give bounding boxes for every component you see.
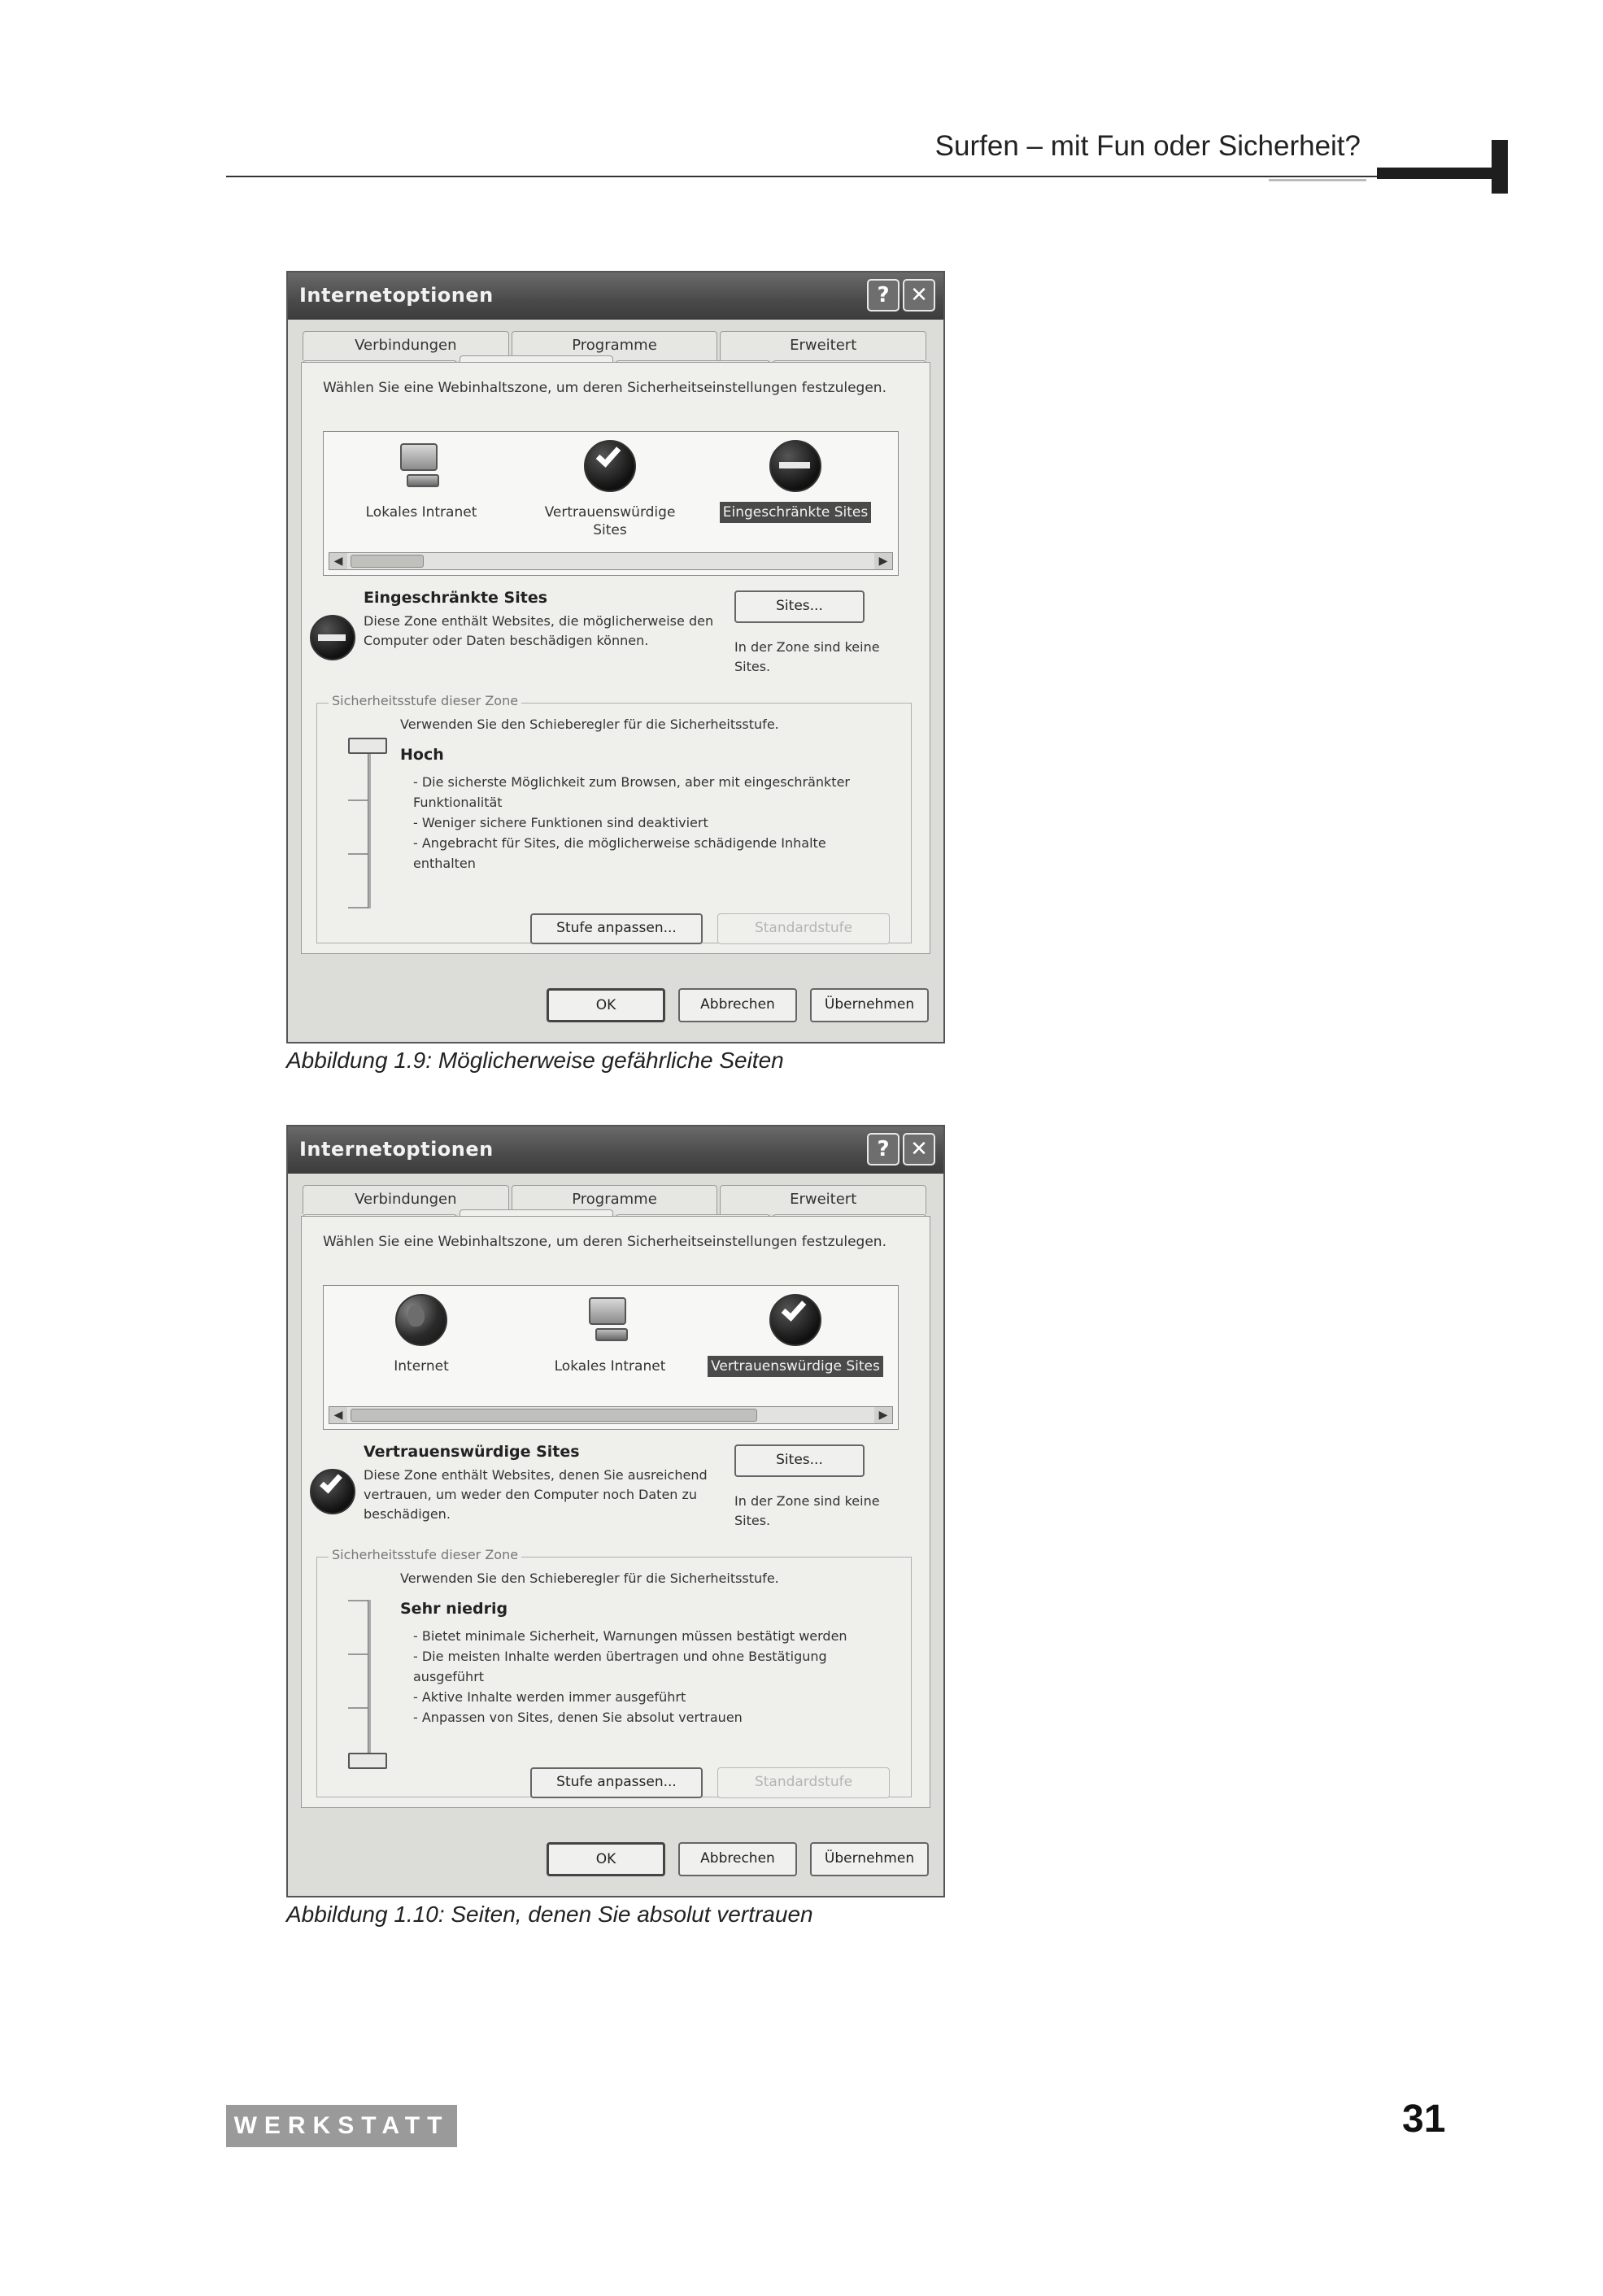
publisher-badge: WERKSTATT	[226, 2105, 457, 2147]
tab-programme[interactable]: Programme	[512, 331, 718, 360]
tab-row-1	[303, 1185, 929, 1214]
security-level-name: Hoch	[400, 746, 444, 764]
running-title: Surfen – mit Fun oder Sicherheit?	[934, 130, 1361, 162]
security-slider-thumb[interactable]	[348, 738, 387, 754]
check-icon	[584, 440, 636, 492]
default-level-button: Standardstufe	[717, 913, 890, 944]
security-level-name: Sehr niedrig	[400, 1600, 508, 1618]
security-level-group	[316, 1547, 912, 1797]
custom-level-button[interactable]: Stufe anpassen...	[530, 913, 703, 944]
zone-item[interactable]	[529, 440, 691, 541]
security-level-group	[316, 693, 912, 943]
slider-tick	[348, 799, 368, 801]
security-panel	[301, 1216, 930, 1808]
computer-icon	[584, 1294, 636, 1346]
dialog-buttons	[547, 1842, 929, 1876]
security-level-description	[413, 772, 869, 874]
zone-label: Vertrauenswürdige Sites	[708, 1356, 883, 1377]
zone-item[interactable]	[340, 440, 503, 523]
running-head	[0, 0, 1603, 203]
restricted-icon	[310, 615, 355, 660]
tab-programme[interactable]: Programme	[512, 1185, 718, 1214]
sites-note: In der Zone sind keine Sites.	[734, 639, 880, 674]
slider-tick	[348, 1600, 368, 1601]
dialog-title: Internetoptionen	[299, 284, 494, 307]
level-description-line: - Die sicherste Möglichkeit zum Browsen, aber mit eingeschränkter Funktionalität	[413, 774, 850, 810]
dialog-titlebar	[288, 272, 943, 320]
security-panel	[301, 362, 930, 954]
slider-hint: Verwenden Sie den Schieberegler für die Sicherheitsstufe.	[400, 717, 779, 732]
tab-row-1	[303, 331, 929, 360]
security-slider-track[interactable]	[368, 1600, 371, 1762]
check-icon	[310, 1469, 355, 1514]
zone-name: Vertrauenswürdige Sites	[364, 1443, 580, 1461]
security-slider-track[interactable]	[368, 746, 371, 908]
help-button[interactable]: ?	[867, 279, 900, 312]
zone-name: Eingeschränkte Sites	[364, 589, 548, 607]
slider-hint: Verwenden Sie den Schieberegler für die Sicherheitsstufe.	[400, 1571, 779, 1586]
zone-info	[310, 1443, 733, 1540]
zone-label: Vertrauenswürdige Sites	[544, 504, 676, 538]
apply-button[interactable]: Übernehmen	[810, 988, 929, 1022]
apply-button[interactable]: Übernehmen	[810, 1842, 929, 1876]
dialog-title: Internetoptionen	[299, 1138, 494, 1161]
tab-erweitert[interactable]: Erweitert	[720, 331, 926, 360]
header-shadow	[1269, 179, 1366, 181]
slider-tick	[348, 853, 368, 855]
group-legend: Sicherheitsstufe dieser Zone	[329, 1547, 521, 1562]
zone-item[interactable]	[706, 440, 885, 523]
ok-button[interactable]: OK	[547, 1842, 665, 1876]
scroll-right-icon[interactable]: ▶	[874, 1407, 892, 1423]
default-level-button: Standardstufe	[717, 1767, 890, 1798]
custom-level-button[interactable]: Stufe anpassen...	[530, 1767, 703, 1798]
zone-item[interactable]	[340, 1294, 503, 1377]
header-tab-bar	[1377, 168, 1505, 179]
dialog-buttons	[547, 988, 929, 1022]
scroll-thumb[interactable]	[351, 555, 424, 568]
zone-intro-text: Wählen Sie eine Webinhaltszone, um deren Sicherheitseinstellungen festzulegen.	[323, 1234, 886, 1250]
zone-label: Lokales Intranet	[554, 1358, 666, 1375]
internet-options-dialog	[286, 271, 945, 1043]
tab-erweitert[interactable]: Erweitert	[720, 1185, 926, 1214]
zone-scrollbar[interactable]	[329, 1406, 893, 1424]
scroll-left-icon[interactable]: ◀	[329, 553, 347, 569]
globe-icon	[395, 1294, 447, 1346]
zone-intro-text: Wählen Sie eine Webinhaltszone, um deren Sicherheitseinstellungen festzulegen.	[323, 380, 886, 396]
scroll-thumb[interactable]	[351, 1409, 757, 1422]
computer-icon	[395, 440, 447, 492]
zone-info	[310, 589, 733, 686]
level-description-line: - Die meisten Inhalte werden übertragen und ohne Bestätigung ausgeführt	[413, 1649, 827, 1684]
security-slider-thumb[interactable]	[348, 1753, 387, 1769]
tab-verbindungen[interactable]: Verbindungen	[303, 331, 509, 360]
close-button[interactable]: ✕	[903, 1133, 935, 1165]
zone-description: Diese Zone enthält Websites, die möglicherweise den Computer oder Daten beschädigen können.	[364, 613, 714, 648]
scroll-left-icon[interactable]: ◀	[329, 1407, 347, 1423]
level-description-line: - Anpassen von Sites, denen Sie absolut vertrauen	[413, 1710, 743, 1725]
level-description-line: - Bietet minimale Sicherheit, Warnungen müssen bestätigt werden	[413, 1628, 847, 1644]
figure-caption: Abbildung 1.10: Seiten, denen Sie absolut vertrauen	[286, 1902, 813, 1927]
close-button[interactable]: ✕	[903, 279, 935, 312]
check-icon	[769, 1294, 821, 1346]
cancel-button[interactable]: Abbrechen	[678, 988, 797, 1022]
slider-tick	[348, 1707, 368, 1709]
sites-button[interactable]: Sites...	[734, 590, 865, 623]
group-legend: Sicherheitsstufe dieser Zone	[329, 693, 521, 708]
zone-scrollbar[interactable]	[329, 552, 893, 570]
zone-description: Diese Zone enthält Websites, denen Sie ausreichend vertrauen, um weder den Computer noch Daten zu beschädigen.	[364, 1467, 708, 1522]
zone-list	[323, 431, 899, 576]
sites-note: In der Zone sind keine Sites.	[734, 1493, 880, 1528]
slider-tick	[348, 1653, 368, 1655]
header-rule	[226, 176, 1377, 177]
figure-caption: Abbildung 1.9: Möglicherweise gefährliche Seiten	[286, 1048, 784, 1073]
level-description-line: - Aktive Inhalte werden immer ausgeführt	[413, 1689, 686, 1705]
figure-1-10	[286, 1125, 945, 1897]
figure-1-9	[286, 271, 945, 1043]
restricted-icon	[769, 440, 821, 492]
help-button[interactable]: ?	[867, 1133, 900, 1165]
scroll-right-icon[interactable]: ▶	[874, 553, 892, 569]
security-level-description	[413, 1626, 869, 1727]
tab-verbindungen[interactable]: Verbindungen	[303, 1185, 509, 1214]
level-description-line: - Angebracht für Sites, die möglicherweise schädigende Inhalte enthalten	[413, 835, 826, 871]
zone-item[interactable]	[529, 1294, 691, 1377]
zone-label: Eingeschränkte Sites	[720, 502, 872, 523]
zone-label: Internet	[394, 1358, 449, 1375]
zone-label: Lokales Intranet	[365, 504, 477, 521]
dialog-titlebar	[288, 1126, 943, 1174]
header-tab-end	[1492, 140, 1508, 194]
slider-tick	[348, 907, 368, 908]
zone-item[interactable]	[706, 1294, 885, 1377]
zone-list	[323, 1285, 899, 1430]
internet-options-dialog	[286, 1125, 945, 1897]
level-description-line: - Weniger sichere Funktionen sind deaktiviert	[413, 815, 708, 830]
cancel-button[interactable]: Abbrechen	[678, 1842, 797, 1876]
sites-button[interactable]: Sites...	[734, 1444, 865, 1477]
ok-button[interactable]: OK	[547, 988, 665, 1022]
page-number: 31	[1402, 2098, 1446, 2141]
